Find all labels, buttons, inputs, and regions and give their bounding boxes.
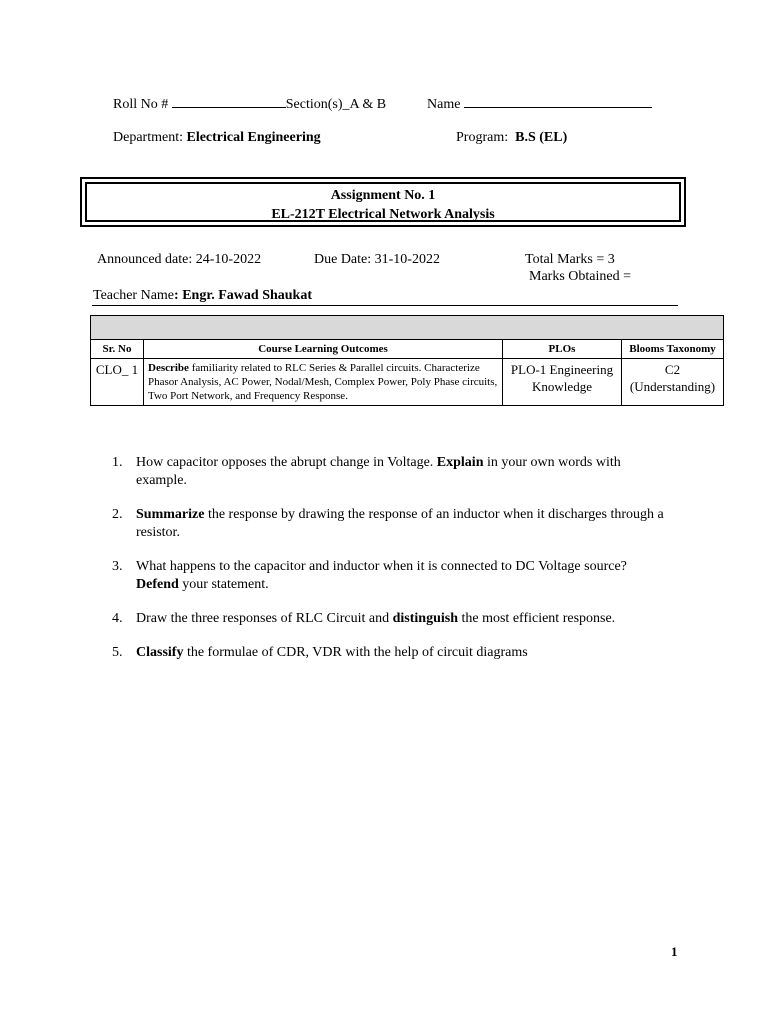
assignment-title: Assignment No. 1 bbox=[330, 188, 436, 203]
teacher-row bbox=[93, 288, 312, 304]
question-text: Draw the three responses of RLC Circuit and bbox=[136, 611, 393, 626]
question-number: 2. bbox=[112, 507, 123, 522]
table-row bbox=[91, 359, 724, 406]
name-label: Name bbox=[427, 97, 461, 112]
cell-clo bbox=[144, 359, 503, 406]
department-value: Electrical Engineering bbox=[186, 130, 321, 145]
question-text: the most efficient response. bbox=[457, 611, 616, 626]
program-label: Program: bbox=[456, 130, 509, 145]
question-text: the response by drawing the response of an inductor when it discharges through a resistor. bbox=[136, 507, 664, 540]
header-clo: Course Learning Outcomes bbox=[144, 340, 503, 359]
question-text: What happens to the capacitor and inductor when it is connected to DC Voltage source? bbox=[136, 559, 627, 574]
cell-sr-no: CLO_ 1 bbox=[91, 359, 144, 406]
list-item bbox=[112, 644, 672, 662]
header-blooms: Blooms Taxonomy bbox=[622, 340, 724, 359]
list-item bbox=[112, 610, 672, 628]
question-text: in your own words with example. bbox=[136, 455, 621, 488]
question-keyword: Explain bbox=[436, 455, 484, 470]
question-text: How capacitor opposes the abrupt change in Voltage. bbox=[136, 455, 437, 470]
question-text: the formulae of CDR, VDR with the help of circuit diagrams bbox=[183, 645, 528, 660]
total-marks: Total Marks = 3 bbox=[525, 252, 615, 267]
question-keyword: distinguish bbox=[392, 611, 458, 626]
announced-date: Announced date: 24-10-2022 bbox=[97, 252, 262, 267]
question-number: 1. bbox=[112, 455, 123, 470]
clo-text: familiarity related to RLC Series & Parallel circuits. Characterize Phasor Analysis, AC Power, Nodal/Mesh, Complex Power, Poly Phase circuits, Two Port Network, and Frequency Response. bbox=[148, 362, 498, 402]
question-keyword: Summarize bbox=[136, 507, 205, 522]
name-blank bbox=[464, 95, 652, 108]
teacher-name: : Engr. Fawad Shaukat bbox=[174, 288, 313, 303]
assignment-title-box bbox=[80, 177, 686, 227]
cell-blooms bbox=[622, 359, 724, 406]
program-row bbox=[456, 130, 567, 146]
due-date: Due Date: 31-10-2022 bbox=[314, 252, 440, 267]
question-list bbox=[112, 454, 672, 678]
department-row bbox=[113, 130, 321, 146]
question-text: your statement. bbox=[178, 577, 269, 592]
clo-table bbox=[90, 315, 724, 406]
blooms-desc: (Understanding) bbox=[629, 379, 716, 394]
list-item bbox=[112, 558, 672, 594]
program-value: B.S (EL) bbox=[515, 130, 568, 145]
list-item bbox=[112, 454, 672, 490]
header-sr-no: Sr. No bbox=[91, 340, 144, 359]
course-title: EL-212T Electrical Network Analysis bbox=[271, 207, 495, 222]
page-number: 1 bbox=[671, 944, 678, 959]
question-keyword: Defend bbox=[136, 577, 179, 592]
name-row bbox=[427, 95, 652, 113]
department-label: Department: bbox=[113, 130, 183, 145]
question-number: 3. bbox=[112, 559, 123, 574]
header-plos: PLOs bbox=[503, 340, 622, 359]
section-label: Section(s)_A & B bbox=[285, 97, 387, 112]
assignment-title-inner bbox=[85, 182, 681, 222]
list-item bbox=[112, 506, 672, 542]
roll-no-row bbox=[113, 95, 386, 113]
teacher-label: Teacher Name bbox=[93, 288, 175, 303]
question-number: 5. bbox=[112, 645, 123, 660]
blooms-level: C2 bbox=[664, 362, 681, 377]
teacher-underline bbox=[92, 305, 678, 306]
marks-obtained: Marks Obtained = bbox=[529, 269, 631, 284]
question-keyword: Classify bbox=[136, 645, 184, 660]
cell-plo: PLO-1 Engineering Knowledge bbox=[503, 359, 622, 406]
table-shaded-row bbox=[91, 316, 724, 340]
clo-verb: Describe bbox=[148, 362, 189, 374]
roll-no-blank bbox=[172, 95, 286, 108]
roll-no-label: Roll No # bbox=[113, 97, 169, 112]
question-number: 4. bbox=[112, 611, 123, 626]
table-header-row bbox=[91, 340, 724, 359]
